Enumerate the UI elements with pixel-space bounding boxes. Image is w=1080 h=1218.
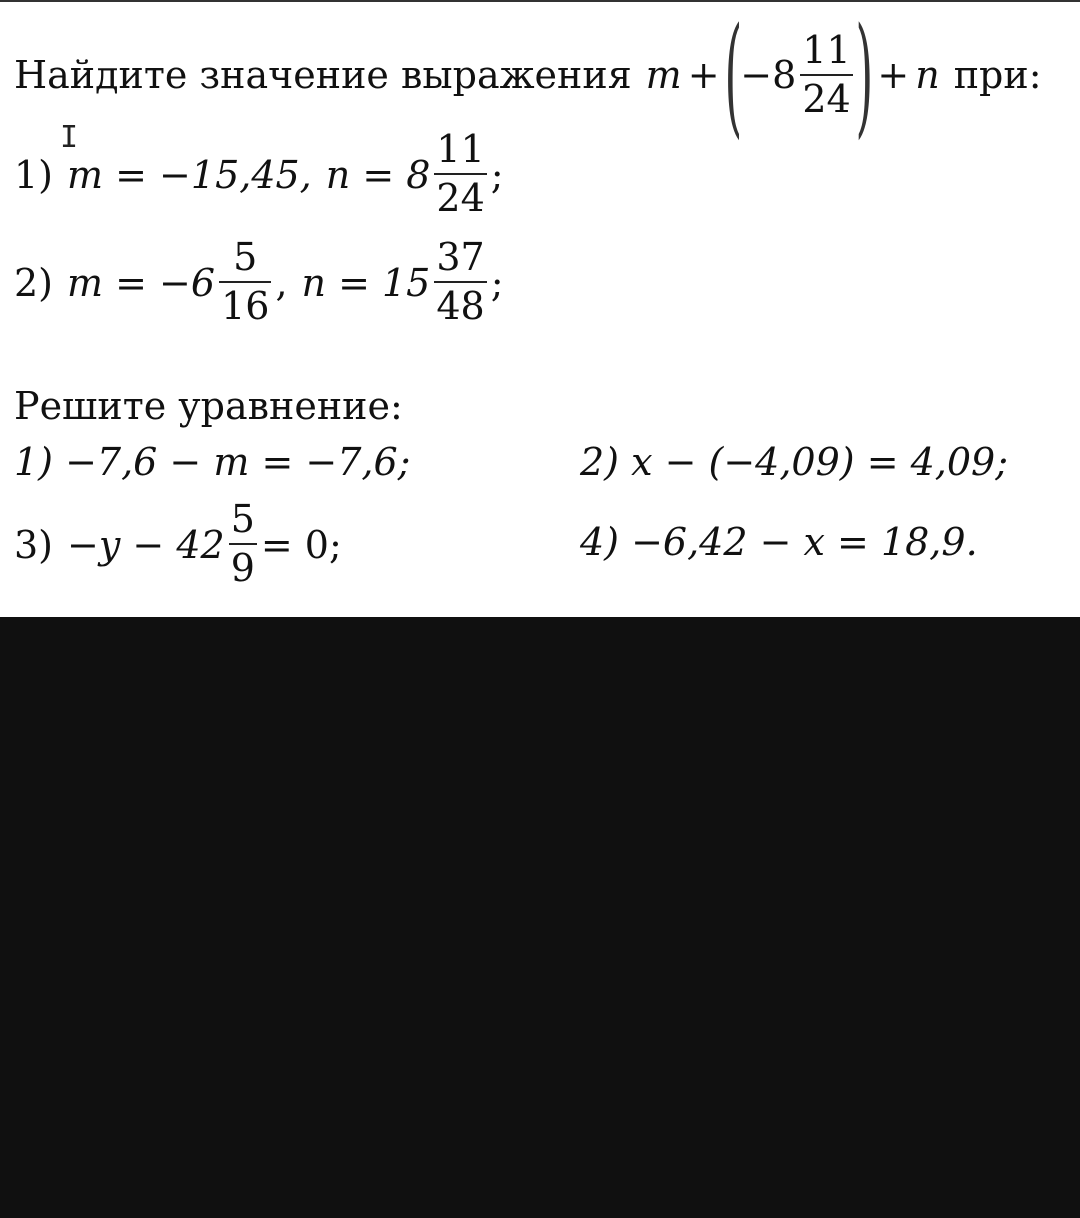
fraction-bar	[229, 543, 257, 545]
dark-empty-area	[0, 617, 1080, 1218]
equation-3-fraction	[229, 497, 257, 590]
item-1-m: m = −15,45,	[67, 152, 312, 197]
expr-fraction	[800, 27, 852, 121]
equation-3-label: 3)	[14, 522, 54, 567]
item-2-m-num: 5	[233, 235, 258, 280]
expr-n: n	[915, 53, 940, 97]
item-1-n-lhs: n = 8	[325, 152, 431, 197]
expr-m: m	[645, 53, 682, 97]
item-1-frac-den: 24	[436, 176, 485, 220]
expr-plus-2: +	[877, 53, 910, 97]
equation-3-rhs: = 0;	[260, 522, 342, 567]
fraction-bar	[434, 281, 486, 283]
text-cursor-icon: I	[60, 120, 79, 155]
right-paren: )	[855, 0, 873, 151]
task1-heading-line	[14, 0, 1042, 151]
fraction-bar	[434, 173, 486, 175]
item-2-m-lhs: m = −6	[67, 260, 216, 305]
expr-frac-den: 24	[802, 76, 851, 121]
expr-suffix: при:	[953, 53, 1042, 97]
item-2-label: 2)	[14, 260, 54, 305]
item-2-m-fraction	[219, 235, 271, 328]
item-2-n-lhs: n = 15	[301, 260, 431, 305]
item-2-end: ;	[490, 260, 504, 305]
task1-heading: Найдите значение выражения	[14, 53, 632, 97]
item-2-n-den: 48	[436, 284, 485, 328]
equation-1: 1) −7,6 − m = −7,6;	[14, 440, 411, 484]
item-1-end: ;	[490, 152, 504, 197]
item-1-label: 1)	[14, 152, 54, 197]
fraction-bar	[219, 281, 271, 283]
expr-frac-num: 11	[802, 27, 851, 72]
task1-item-1	[14, 122, 504, 227]
equation-3	[14, 492, 342, 597]
equation-2: 2) x − (−4,09) = 4,09;	[580, 440, 1009, 484]
left-paren: (	[724, 0, 742, 151]
item-2-comma: ,	[275, 260, 288, 305]
item-1-fraction	[434, 127, 486, 220]
equation-3-lhs: −y − 42	[67, 522, 225, 567]
expr-plus-1: +	[687, 53, 720, 97]
item-2-m-den: 16	[221, 284, 270, 328]
equation-3-den: 9	[230, 546, 255, 590]
item-1-frac-num: 11	[436, 127, 485, 172]
item-2-n-fraction	[434, 235, 486, 328]
task1-item-2	[14, 230, 504, 335]
task2-heading: Решите уравнение:	[14, 384, 403, 428]
equation-3-num: 5	[230, 497, 255, 542]
item-2-n-num: 37	[436, 235, 485, 280]
fraction-bar	[800, 74, 852, 76]
expr-neg-whole: −8	[740, 53, 797, 97]
equation-4: 4) −6,42 − x = 18,9.	[580, 520, 978, 564]
